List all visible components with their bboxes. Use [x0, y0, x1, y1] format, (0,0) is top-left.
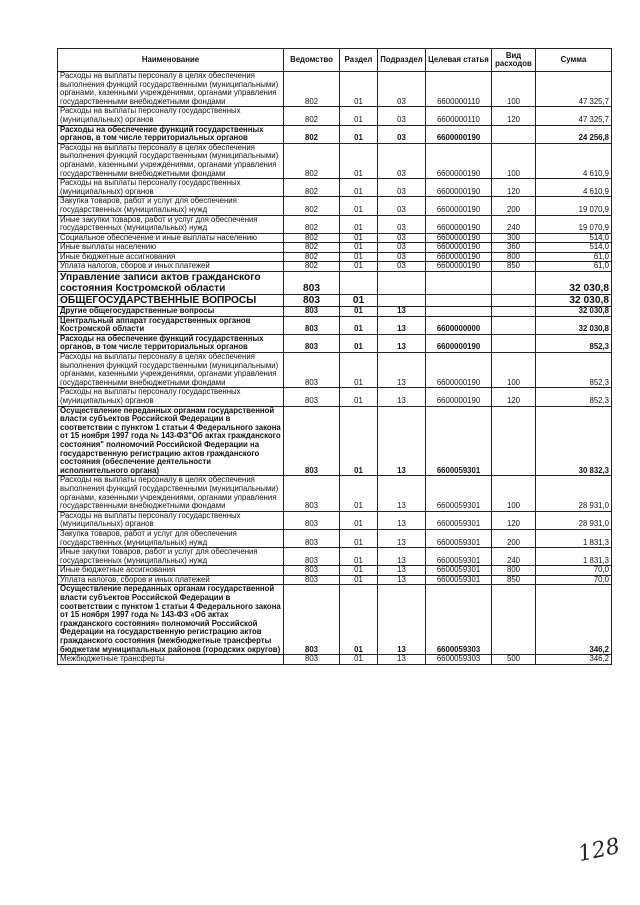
row-section: 01 — [340, 252, 378, 262]
row-department: 802 — [284, 243, 340, 253]
row-expense-type: 120 — [492, 107, 536, 125]
row-expense-type — [492, 406, 536, 476]
row-department: 802 — [284, 233, 340, 243]
row-name: Иные выплаты населению — [58, 243, 284, 253]
row-subsection: 13 — [378, 548, 426, 566]
row-section: 01 — [340, 529, 378, 547]
row-expense-type — [492, 585, 536, 655]
row-target-article: 6600000190 — [426, 334, 492, 352]
row-section: 01 — [340, 511, 378, 529]
row-amount: 24 256,8 — [536, 125, 612, 143]
row-department: 802 — [284, 125, 340, 143]
row-section: 01 — [340, 295, 378, 307]
row-name: Расходы на выплаты персоналу в целях обеспечения выполнения функций государственными (муниципальными) органами, казенными учреждениями, органами управления государственными внебюджетными фондами — [58, 143, 284, 178]
table-row — [58, 566, 612, 576]
row-department: 803 — [284, 316, 340, 334]
row-department: 803 — [284, 406, 340, 476]
row-amount: 852,3 — [536, 334, 612, 352]
row-target-article: 6600059301 — [426, 548, 492, 566]
table-row — [58, 655, 612, 665]
row-amount: 28 931,0 — [536, 511, 612, 529]
row-department: 802 — [284, 252, 340, 262]
table-row — [58, 511, 612, 529]
row-amount: 1 831,3 — [536, 548, 612, 566]
row-amount: 514,0 — [536, 233, 612, 243]
row-subsection: 03 — [378, 72, 426, 107]
row-department: 802 — [284, 107, 340, 125]
row-expense-type: 120 — [492, 388, 536, 406]
row-target-article: 6600000190 — [426, 197, 492, 215]
row-department: 803 — [284, 295, 340, 307]
row-expense-type: 100 — [492, 72, 536, 107]
row-department: 803 — [284, 272, 340, 295]
row-department: 802 — [284, 215, 340, 233]
row-department: 803 — [284, 334, 340, 352]
row-subsection: 13 — [378, 476, 426, 511]
row-amount: 32 030,8 — [536, 307, 612, 317]
row-amount: 28 931,0 — [536, 476, 612, 511]
row-target-article: 6600000190 — [426, 262, 492, 272]
row-section: 01 — [340, 334, 378, 352]
row-subsection: 13 — [378, 511, 426, 529]
row-department: 803 — [284, 307, 340, 317]
row-department: 803 — [284, 476, 340, 511]
row-expense-type: 200 — [492, 529, 536, 547]
row-section: 01 — [340, 243, 378, 253]
row-section: 01 — [340, 307, 378, 317]
row-amount: 30 832,3 — [536, 406, 612, 476]
row-expense-type: 800 — [492, 252, 536, 262]
row-expense-type — [492, 334, 536, 352]
row-subsection: 13 — [378, 585, 426, 655]
row-section: 01 — [340, 548, 378, 566]
row-subsection: 13 — [378, 388, 426, 406]
row-name: Расходы на выплаты персоналу государственных (муниципальных) органов — [58, 107, 284, 125]
row-department: 803 — [284, 575, 340, 585]
row-name: Расходы на обеспечение функций государственных органов, в том числе территориальных органов — [58, 125, 284, 143]
row-section: 01 — [340, 143, 378, 178]
row-amount: 47 325,7 — [536, 72, 612, 107]
table-row — [58, 334, 612, 352]
row-name: Закупка товаров, работ и услуг для обеспечения государственных (муниципальных) нужд — [58, 529, 284, 547]
row-amount: 4 610,9 — [536, 143, 612, 178]
row-subsection: 03 — [378, 197, 426, 215]
row-name: Другие общегосударственные вопросы — [58, 307, 284, 317]
row-subsection: 13 — [378, 566, 426, 576]
row-department: 803 — [284, 655, 340, 665]
row-target-article: 6600059301 — [426, 511, 492, 529]
row-expense-type: 120 — [492, 511, 536, 529]
row-target-article: 6600059301 — [426, 476, 492, 511]
row-department: 803 — [284, 529, 340, 547]
row-expense-type: 100 — [492, 353, 536, 388]
table-row — [58, 548, 612, 566]
row-target-article — [426, 295, 492, 307]
row-department: 802 — [284, 179, 340, 197]
row-amount: 346,2 — [536, 655, 612, 665]
row-department: 803 — [284, 353, 340, 388]
row-target-article: 6600059303 — [426, 655, 492, 665]
row-target-article — [426, 307, 492, 317]
row-name: Межбюджетные трансферты — [58, 655, 284, 665]
table-body — [58, 72, 612, 665]
row-subsection: 03 — [378, 179, 426, 197]
row-section: 01 — [340, 566, 378, 576]
table-row — [58, 243, 612, 253]
row-subsection: 13 — [378, 307, 426, 317]
row-name: Расходы на выплаты персоналу государственных (муниципальных) органов — [58, 179, 284, 197]
row-target-article: 6600000110 — [426, 107, 492, 125]
table-row — [58, 307, 612, 317]
row-expense-type: 100 — [492, 143, 536, 178]
row-section: 01 — [340, 125, 378, 143]
row-amount: 70,0 — [536, 575, 612, 585]
row-target-article: 6600000190 — [426, 125, 492, 143]
page-number: 128 — [575, 833, 623, 868]
row-amount: 32 030,8 — [536, 316, 612, 334]
row-expense-type: 100 — [492, 476, 536, 511]
row-subsection: 03 — [378, 262, 426, 272]
row-department: 803 — [284, 511, 340, 529]
row-department: 802 — [284, 197, 340, 215]
row-section: 01 — [340, 316, 378, 334]
header-amount: Сумма — [536, 49, 612, 72]
header-target-article: Целевая статья — [426, 49, 492, 72]
table-row — [58, 295, 612, 307]
row-name: Осуществление переданных органам государственной власти субъектов Российской Федерации в соответствии с пунктом 1 статьи 4 Федерального закона от 15 ноября 1997 года № 143-ФЗ «Об актах гражданского состояния» полномочий Российской Федерации на государственную регистрацию актов гражданского состояния (межбюджетные трансферты бюджетам муниципальных районов (городских округов) — [58, 585, 284, 655]
header-name: Наименование — [58, 49, 284, 72]
row-amount: 19 070,9 — [536, 197, 612, 215]
row-name: Расходы на выплаты персоналу государственных (муниципальных) органов — [58, 388, 284, 406]
row-amount: 32 030,8 — [536, 272, 612, 295]
row-subsection: 03 — [378, 233, 426, 243]
row-expense-type: 850 — [492, 262, 536, 272]
row-department: 802 — [284, 262, 340, 272]
row-expense-type — [492, 125, 536, 143]
row-subsection: 13 — [378, 334, 426, 352]
row-section: 01 — [340, 197, 378, 215]
row-section: 01 — [340, 107, 378, 125]
row-name: Иные закупки товаров, работ и услуг для обеспечения государственных (муниципальных) нужд — [58, 215, 284, 233]
row-target-article: 6600000190 — [426, 233, 492, 243]
table-row — [58, 215, 612, 233]
row-amount: 32 030,8 — [536, 295, 612, 307]
row-target-article: 6600000190 — [426, 353, 492, 388]
row-amount: 19 070,9 — [536, 215, 612, 233]
row-amount: 852,3 — [536, 353, 612, 388]
table-row — [58, 406, 612, 476]
row-amount: 852,3 — [536, 388, 612, 406]
table-row — [58, 262, 612, 272]
row-section: 01 — [340, 388, 378, 406]
table-row — [58, 316, 612, 334]
row-section: 01 — [340, 406, 378, 476]
row-section: 01 — [340, 655, 378, 665]
row-target-article: 6600059301 — [426, 566, 492, 576]
table-header-row — [58, 49, 612, 72]
table-row — [58, 388, 612, 406]
row-subsection: 13 — [378, 575, 426, 585]
table-row — [58, 353, 612, 388]
row-amount: 4 610,9 — [536, 179, 612, 197]
table-row — [58, 197, 612, 215]
row-subsection: 03 — [378, 215, 426, 233]
row-name: Центральный аппарат государственных органов Костромской области — [58, 316, 284, 334]
row-section: 01 — [340, 262, 378, 272]
row-section: 01 — [340, 233, 378, 243]
row-target-article: 6600000110 — [426, 72, 492, 107]
row-target-article: 6600059303 — [426, 585, 492, 655]
row-name: Уплата налогов, сборов и иных платежей — [58, 575, 284, 585]
row-name: Социальное обеспечение и иные выплаты населению — [58, 233, 284, 243]
row-target-article: 6600000190 — [426, 215, 492, 233]
row-target-article: 6600000190 — [426, 243, 492, 253]
row-department: 803 — [284, 548, 340, 566]
table-row — [58, 72, 612, 107]
row-name: Расходы на выплаты персоналу в целях обеспечения выполнения функций государственными (муниципальными) органами, казенными учреждениями, органами управления государственными внебюджетными фондами — [58, 476, 284, 511]
row-subsection: 13 — [378, 406, 426, 476]
row-name: Расходы на выплаты персоналу в целях обеспечения выполнения функций государственными (муниципальными) органами, казенными учреждениями, органами управления государственными внебюджетными фондами — [58, 353, 284, 388]
header-section: Раздел — [340, 49, 378, 72]
row-section: 01 — [340, 476, 378, 511]
row-amount: 1 831,3 — [536, 529, 612, 547]
row-name: Управление записи актов гражданского состояния Костромской области — [58, 272, 284, 295]
row-department: 803 — [284, 585, 340, 655]
row-subsection — [378, 295, 426, 307]
row-expense-type: 500 — [492, 655, 536, 665]
row-section: 01 — [340, 179, 378, 197]
table-row — [58, 107, 612, 125]
row-name: Иные закупки товаров, работ и услуг для обеспечения государственных (муниципальных) нужд — [58, 548, 284, 566]
table-row — [58, 272, 612, 295]
row-expense-type — [492, 307, 536, 317]
row-name: Осуществление переданных органам государственной власти субъектов Российской Федерации в соответствии с пунктом 1 статьи 4 Федерального закона от 15 ноября 1997 года № 143-ФЗ"Об актах гражданского состояния" полномочий Российской Федерации на государственную регистрацию актов гражданского состояния (обеспечение деятельности исполнительного органа) — [58, 406, 284, 476]
table-row — [58, 179, 612, 197]
row-target-article: 6600000000 — [426, 316, 492, 334]
row-expense-type: 850 — [492, 575, 536, 585]
row-subsection: 13 — [378, 529, 426, 547]
row-name: Закупка товаров, работ и услуг для обеспечения государственных (муниципальных) нужд — [58, 197, 284, 215]
row-subsection: 13 — [378, 655, 426, 665]
table-row — [58, 585, 612, 655]
row-section: 01 — [340, 215, 378, 233]
row-expense-type: 240 — [492, 215, 536, 233]
row-section: 01 — [340, 585, 378, 655]
row-name: Иные бюджетные ассигнования — [58, 252, 284, 262]
row-subsection: 03 — [378, 252, 426, 262]
budget-table — [57, 48, 612, 665]
row-target-article: 6600059301 — [426, 529, 492, 547]
row-subsection: 13 — [378, 316, 426, 334]
row-subsection: 03 — [378, 125, 426, 143]
table-row — [58, 143, 612, 178]
row-subsection: 03 — [378, 143, 426, 178]
row-name: Расходы на выплаты персоналу в целях обеспечения выполнения функций государственными (муниципальными) органами, казенными учреждениями, органами управления государственными внебюджетными фондами — [58, 72, 284, 107]
row-expense-type: 300 — [492, 233, 536, 243]
row-department: 802 — [284, 143, 340, 178]
table-row — [58, 476, 612, 511]
row-subsection: 03 — [378, 243, 426, 253]
row-name: Иные бюджетные ассигнования — [58, 566, 284, 576]
row-target-article: 6600059301 — [426, 575, 492, 585]
row-target-article: 6600000190 — [426, 179, 492, 197]
row-section: 01 — [340, 72, 378, 107]
row-target-article: 6600000190 — [426, 252, 492, 262]
row-expense-type — [492, 295, 536, 307]
header-expense-type: Вид расходов — [492, 49, 536, 72]
row-subsection — [378, 272, 426, 295]
row-department: 803 — [284, 566, 340, 576]
row-amount: 47 325,7 — [536, 107, 612, 125]
row-name: Расходы на обеспечение функций государственных органов, в том числе территориальных органов — [58, 334, 284, 352]
row-subsection: 03 — [378, 107, 426, 125]
row-expense-type: 200 — [492, 197, 536, 215]
row-expense-type: 240 — [492, 548, 536, 566]
row-amount: 61,0 — [536, 252, 612, 262]
row-section — [340, 272, 378, 295]
row-name: ОБЩЕГОСУДАРСТВЕННЫЕ ВОПРОСЫ — [58, 295, 284, 307]
table-row — [58, 125, 612, 143]
row-target-article: 6600000190 — [426, 143, 492, 178]
row-department: 802 — [284, 72, 340, 107]
row-expense-type: 120 — [492, 179, 536, 197]
table-row — [58, 529, 612, 547]
row-target-article — [426, 272, 492, 295]
row-target-article: 6600059301 — [426, 406, 492, 476]
row-target-article: 6600000190 — [426, 388, 492, 406]
row-department: 803 — [284, 388, 340, 406]
row-section: 01 — [340, 353, 378, 388]
row-expense-type — [492, 272, 536, 295]
header-subsection: Подраздел — [378, 49, 426, 72]
row-section: 01 — [340, 575, 378, 585]
row-amount: 346,2 — [536, 585, 612, 655]
row-name: Расходы на выплаты персоналу государственных (муниципальных) органов — [58, 511, 284, 529]
row-amount: 70,0 — [536, 566, 612, 576]
row-amount: 61,0 — [536, 262, 612, 272]
row-amount: 514,0 — [536, 243, 612, 253]
header-department: Ведомство — [284, 49, 340, 72]
row-subsection: 13 — [378, 353, 426, 388]
row-expense-type: 800 — [492, 566, 536, 576]
row-expense-type — [492, 316, 536, 334]
row-expense-type: 360 — [492, 243, 536, 253]
row-name: Уплата налогов, сборов и иных платежей — [58, 262, 284, 272]
